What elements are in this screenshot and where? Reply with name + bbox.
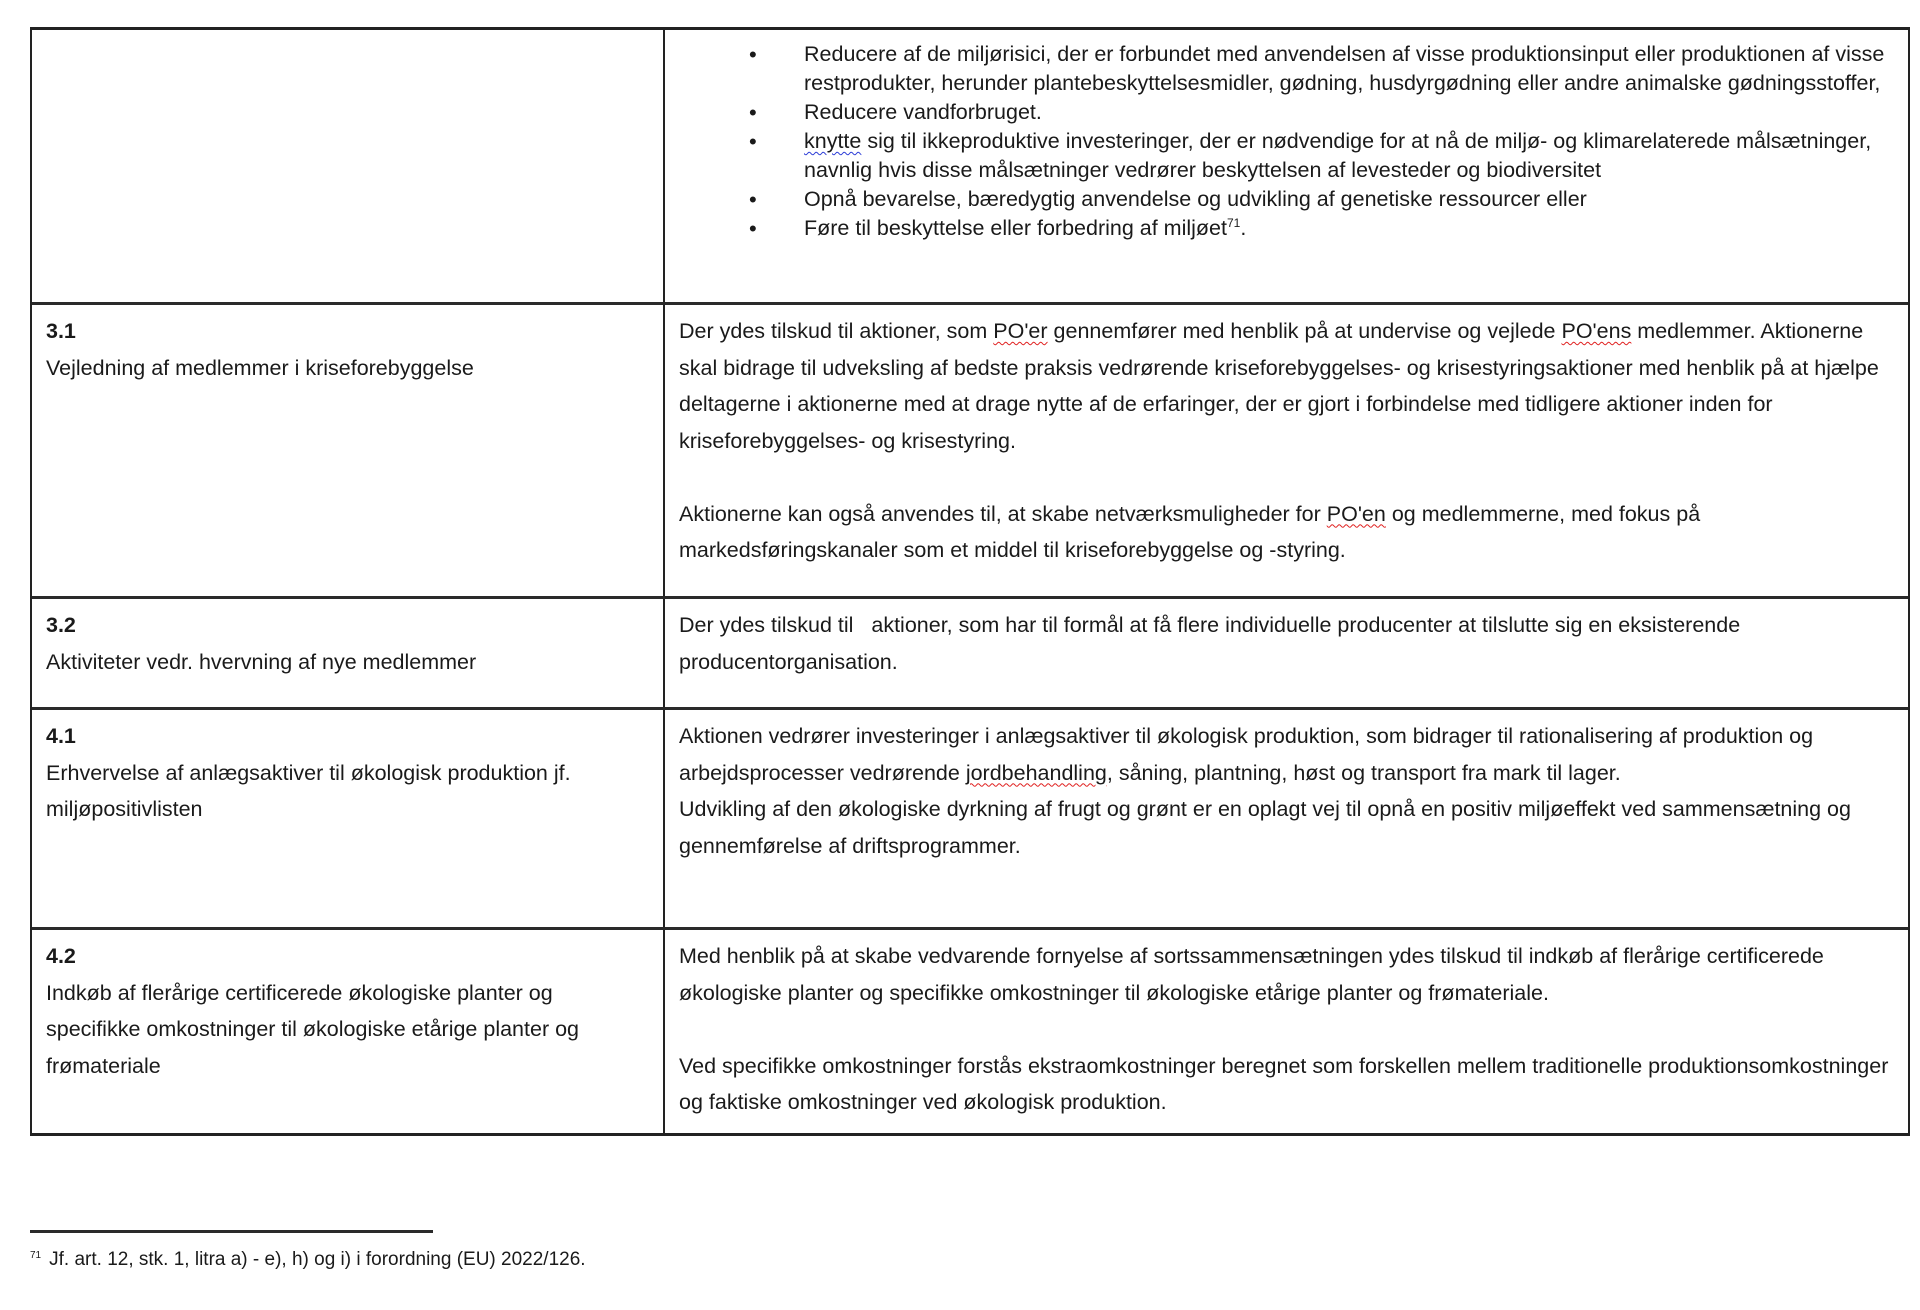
footnote-reference[interactable]: 71: [1226, 215, 1241, 230]
spellcheck-flagged-word[interactable]: PO'ens: [1561, 319, 1632, 343]
measure-description-cell: [665, 30, 1908, 302]
paragraph: Der ydes tilskud til aktioner, som har til formål at få flere individuelle producenter at tilslutte sig en eksisterende producentorganisation.: [679, 613, 1747, 674]
measure-title: Aktiviteter vedr. hvervning af nye medlemmer: [46, 649, 477, 674]
measure-label-cell: [32, 710, 665, 927]
list-item: • Opnå bevarelse, bæredygtig anvendelse og udvikling af genetiske ressourcer eller: [749, 185, 1894, 214]
measure-label-cell: [32, 30, 665, 302]
grammar-flagged-word[interactable]: knytte: [804, 129, 862, 153]
spellcheck-flagged-word[interactable]: jordbehandling: [965, 760, 1107, 785]
list-item: • Reducere af de miljørisici, der er forbundet med anvendelsen af visse produktionsinput eller produktionen af visse restprodukter, herunder plantebeskyttelsesmidler, gødning, husdyrgødning eller andre animalske gødningsstoffer,: [749, 40, 1894, 98]
footnote-text: Jf. art. 12, stk. 1, litra a) - e), h) og i) i forordning (EU) 2022/126.: [49, 1249, 586, 1270]
paragraph: Med henblik på at skabe vedvarende fornyelse af sortssammensætningen ydes tilskud til indkøb af flerårige certificerede økologiske planter og specifikke omkostninger til økologiske etårige planter og frømateriale.: [679, 944, 1824, 1005]
measures-table: [30, 27, 1910, 1136]
measure-number: 4.2: [46, 944, 76, 968]
footnote-number: 71: [30, 1249, 42, 1261]
footnote-separator: [30, 1230, 433, 1233]
spellcheck-flagged-word[interactable]: PO'er: [993, 319, 1048, 343]
measure-label-cell: [32, 599, 665, 707]
table-row: [32, 30, 1908, 302]
measure-number: 3.1: [46, 319, 76, 343]
measure-description-cell: [665, 599, 1908, 707]
list-item: • Reducere vandforbruget.: [749, 98, 1894, 127]
paragraph: Udvikling af den økologiske dyrkning af frugt og grønt er en oplagt vej til opnå en positiv miljøeffekt ved sammensætning og gennemførelse af driftsprogrammer.: [679, 797, 1851, 858]
paragraph: Der ydes tilskud til aktioner, som PO'er gennemfører med henblik på at undervise og vejlede PO'ens medlemmer. Aktionerne skal bidrage til udveksling af bedste praksis vedrørende kriseforebyggelses- og krisestyringsaktioner med henblik på at hjælpe deltagerne i aktionerne med at drage nytte af de erfaringer, der er gjort i forbindelse med tidligere aktioner inden for kriseforebyggelses- og krisestyring.: [679, 319, 1879, 453]
measure-description-cell: [665, 305, 1908, 596]
measure-number: 4.1: [46, 724, 76, 748]
measure-description-cell: [665, 710, 1908, 927]
measure-title: Indkøb af flerårige certificerede økologiske planter og specifikke omkostninger til økologiske etårige planter og frømateriale: [46, 980, 579, 1078]
paragraph: Ved specifikke omkostninger forstås ekstraomkostninger beregnet som forskellen mellem traditionelle produktionsomkostninger og faktiske omkostninger ved økologisk produktion.: [679, 1053, 1889, 1114]
list-item: • knytte sig til ikkeproduktive investeringer, der er nødvendige for at nå de miljø- og klimarelaterede målsætninger, navnlig hvis disse målsætninger vedrører beskyttelsen af levesteder og biodiversitet: [749, 127, 1894, 185]
list-item: • Føre til beskyttelse eller forbedring af miljøet$^{71}$.: [749, 214, 1894, 243]
measure-description-cell: [665, 930, 1908, 1133]
table-row: [32, 707, 1908, 927]
table-row: [32, 927, 1908, 1133]
objectives-list: [679, 36, 1894, 243]
table-row: [32, 596, 1908, 707]
footnote: [30, 1247, 586, 1273]
spellcheck-flagged-word[interactable]: PO'en: [1326, 501, 1386, 526]
measure-number: 3.2: [46, 613, 76, 637]
measure-title: Vejledning af medlemmer i kriseforebyggelse: [46, 355, 474, 380]
measure-label-cell: [32, 305, 665, 596]
measure-title: Erhvervelse af anlægsaktiver til økologisk produktion jf. miljøpositivlisten: [46, 760, 571, 821]
paragraph: Aktionen vedrører investeringer i anlægsaktiver til økologisk produktion, som bidrager til rationalisering af produktion og arbejdsprocesser vedrørende jordbehandling, såning, plantning, høst og transport fra mark til lager.: [679, 724, 1814, 785]
paragraph: Aktionerne kan også anvendes til, at skabe netværksmuligheder for PO'en og medlemmerne, med fokus på markedsføringskanaler som et middel til kriseforebyggelse og -styring.: [679, 501, 1701, 562]
measure-label-cell: [32, 930, 665, 1133]
table-row: [32, 302, 1908, 596]
